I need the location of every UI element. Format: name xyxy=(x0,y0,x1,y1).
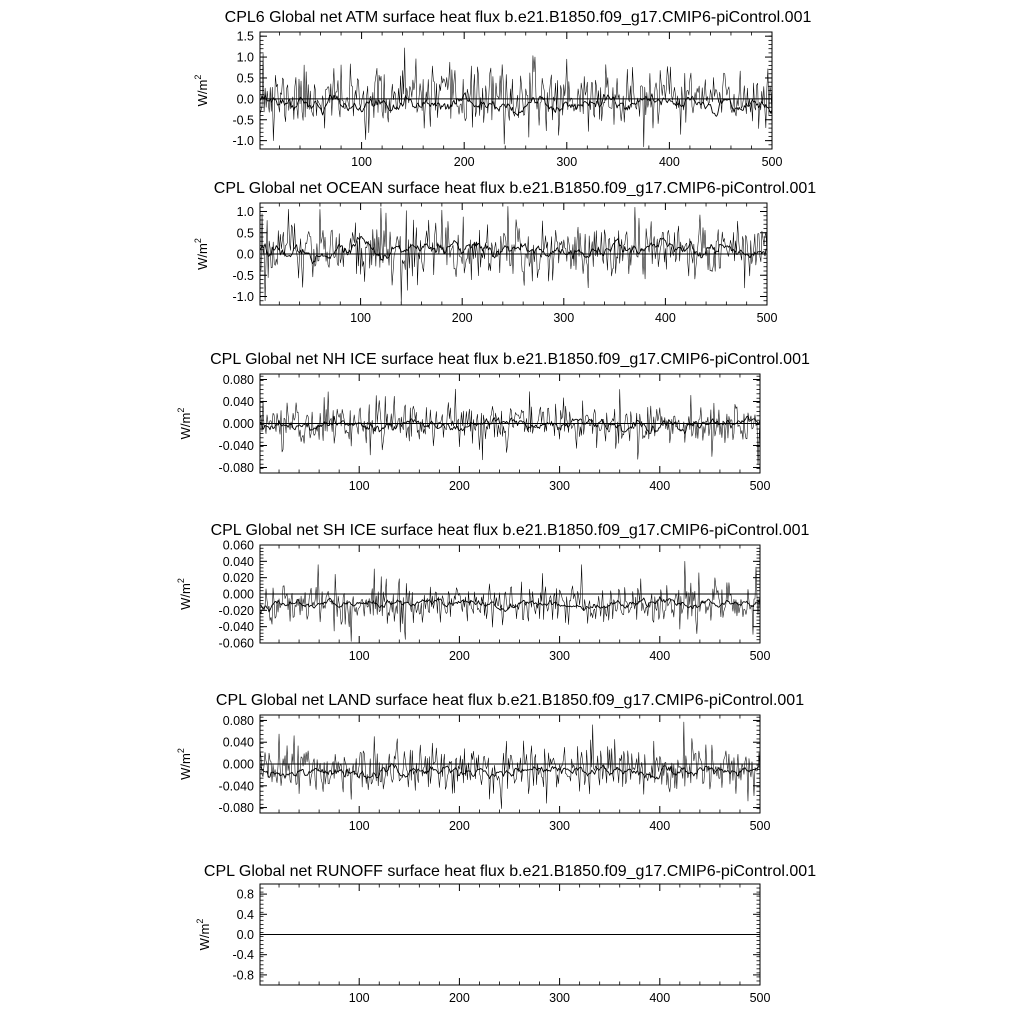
x-tick-label: 100 xyxy=(348,819,370,833)
x-tick-label: 200 xyxy=(448,479,470,493)
x-tick-label: 200 xyxy=(448,819,470,833)
x-tick-label: 200 xyxy=(448,649,470,663)
y-tick-label: 0.000 xyxy=(222,587,254,602)
plot-frame xyxy=(260,32,772,149)
x-tick-label: 300 xyxy=(553,311,575,325)
smoothed-series-line xyxy=(260,416,760,433)
y-tick-label: 0.5 xyxy=(236,226,254,241)
smoothed-series-line xyxy=(260,93,772,116)
y-tick-label: 0.040 xyxy=(222,735,254,750)
y-tick-label: 0.020 xyxy=(222,571,254,586)
y-tick-label: 0.5 xyxy=(236,71,254,86)
y-tick-label: 0.4 xyxy=(236,907,254,922)
x-tick-label: 500 xyxy=(756,311,778,325)
y-tick-label: 0.040 xyxy=(222,554,254,569)
panel-title: CPL6 Global net ATM surface heat flux b.e21.B1850.f09_g17.CMIP6-piControl.001 xyxy=(224,9,812,26)
y-tick-label: 1.0 xyxy=(236,50,254,65)
y-tick-label: 0.040 xyxy=(222,395,254,409)
y-tick-label: 0.060 xyxy=(222,538,254,553)
x-tick-label: 400 xyxy=(654,311,676,325)
panel-6 xyxy=(195,863,816,1005)
panel-title: CPL Global net NH ICE surface heat flux b.e21.B1850.f09_g17.CMIP6-piControl.001 xyxy=(210,351,810,368)
annual-series-line xyxy=(260,561,760,641)
x-tick-label: 200 xyxy=(451,311,473,325)
x-tick-label: 400 xyxy=(658,155,680,169)
y-tick-label: -0.080 xyxy=(218,461,254,475)
x-tick-label: 300 xyxy=(549,819,571,833)
y-tick-label: 0.0 xyxy=(236,928,254,942)
annual-series-line xyxy=(260,722,760,809)
y-tick-label: 0.080 xyxy=(222,373,254,387)
x-tick-label: 200 xyxy=(448,991,470,1005)
panel-title: CPL Global net LAND surface heat flux b.e21.B1850.f09_g17.CMIP6-piControl.001 xyxy=(215,692,805,709)
y-tick-label: 0.0 xyxy=(236,92,254,107)
y-tick-label: -1.0 xyxy=(232,134,254,149)
panel-4 xyxy=(176,522,810,663)
panel-title: CPL Global net RUNOFF surface heat flux b.e21.B1850.f09_g17.CMIP6-piControl.001 xyxy=(203,863,817,880)
x-tick-label: 500 xyxy=(749,819,771,833)
x-tick-label: 400 xyxy=(649,819,671,833)
y-tick-label: 0.000 xyxy=(222,757,254,772)
x-tick-label: 100 xyxy=(348,479,370,493)
annual-series-line xyxy=(260,389,760,465)
y-tick-label: -0.040 xyxy=(218,439,254,453)
x-tick-label: 300 xyxy=(549,649,571,663)
y-tick-label: -0.5 xyxy=(232,268,254,283)
panel-1 xyxy=(193,9,811,169)
panel-2 xyxy=(193,180,816,325)
x-tick-label: 300 xyxy=(549,479,571,493)
y-axis-label: $W/m^2$ xyxy=(193,238,210,270)
y-tick-label: 1.0 xyxy=(236,205,254,219)
y-tick-label: -1.0 xyxy=(232,290,254,304)
x-tick-label: 500 xyxy=(761,155,783,169)
x-tick-label: 300 xyxy=(549,991,571,1005)
annual-series-line xyxy=(260,206,767,302)
x-tick-label: 400 xyxy=(649,991,671,1005)
y-tick-label: -0.4 xyxy=(232,948,254,963)
y-tick-label: 0.000 xyxy=(222,417,254,431)
y-tick-label: -0.060 xyxy=(218,636,254,651)
y-tick-label: 0.080 xyxy=(222,713,254,728)
y-tick-label: 0.0 xyxy=(236,247,254,262)
x-tick-label: 500 xyxy=(749,479,771,493)
x-tick-label: 100 xyxy=(348,649,370,663)
y-tick-label: -0.080 xyxy=(218,801,254,816)
x-tick-label: 500 xyxy=(749,649,771,663)
x-tick-label: 200 xyxy=(453,155,475,169)
x-tick-label: 500 xyxy=(749,991,771,1005)
y-tick-label: 1.5 xyxy=(236,29,254,44)
y-tick-label: 0.8 xyxy=(236,887,254,902)
y-axis-label: $W/m^2$ xyxy=(176,748,193,780)
y-axis-label: $W/m^2$ xyxy=(176,407,193,440)
panel-5 xyxy=(176,692,804,833)
panel-title: CPL Global net SH ICE surface heat flux b.e21.B1850.f09_g17.CMIP6-piControl.001 xyxy=(210,522,810,539)
x-tick-label: 100 xyxy=(350,311,372,325)
x-tick-label: 100 xyxy=(351,155,373,169)
x-tick-label: 400 xyxy=(649,479,671,493)
y-tick-label: -0.020 xyxy=(218,603,254,618)
y-tick-label: -0.040 xyxy=(218,620,254,635)
y-axis-label: $W/m^2$ xyxy=(195,918,212,951)
y-tick-label: -0.040 xyxy=(218,779,254,794)
x-tick-label: 300 xyxy=(556,155,578,169)
y-tick-label: -0.5 xyxy=(232,113,254,128)
x-tick-label: 400 xyxy=(649,649,671,663)
y-axis-label: $W/m^2$ xyxy=(193,74,210,107)
panel-3 xyxy=(176,351,810,493)
panel-title: CPL Global net OCEAN surface heat flux b.e21.B1850.f09_g17.CMIP6-piControl.001 xyxy=(213,180,817,197)
y-tick-label: -0.8 xyxy=(232,968,254,983)
y-axis-label: $W/m^2$ xyxy=(176,578,193,610)
x-tick-label: 100 xyxy=(348,991,370,1005)
